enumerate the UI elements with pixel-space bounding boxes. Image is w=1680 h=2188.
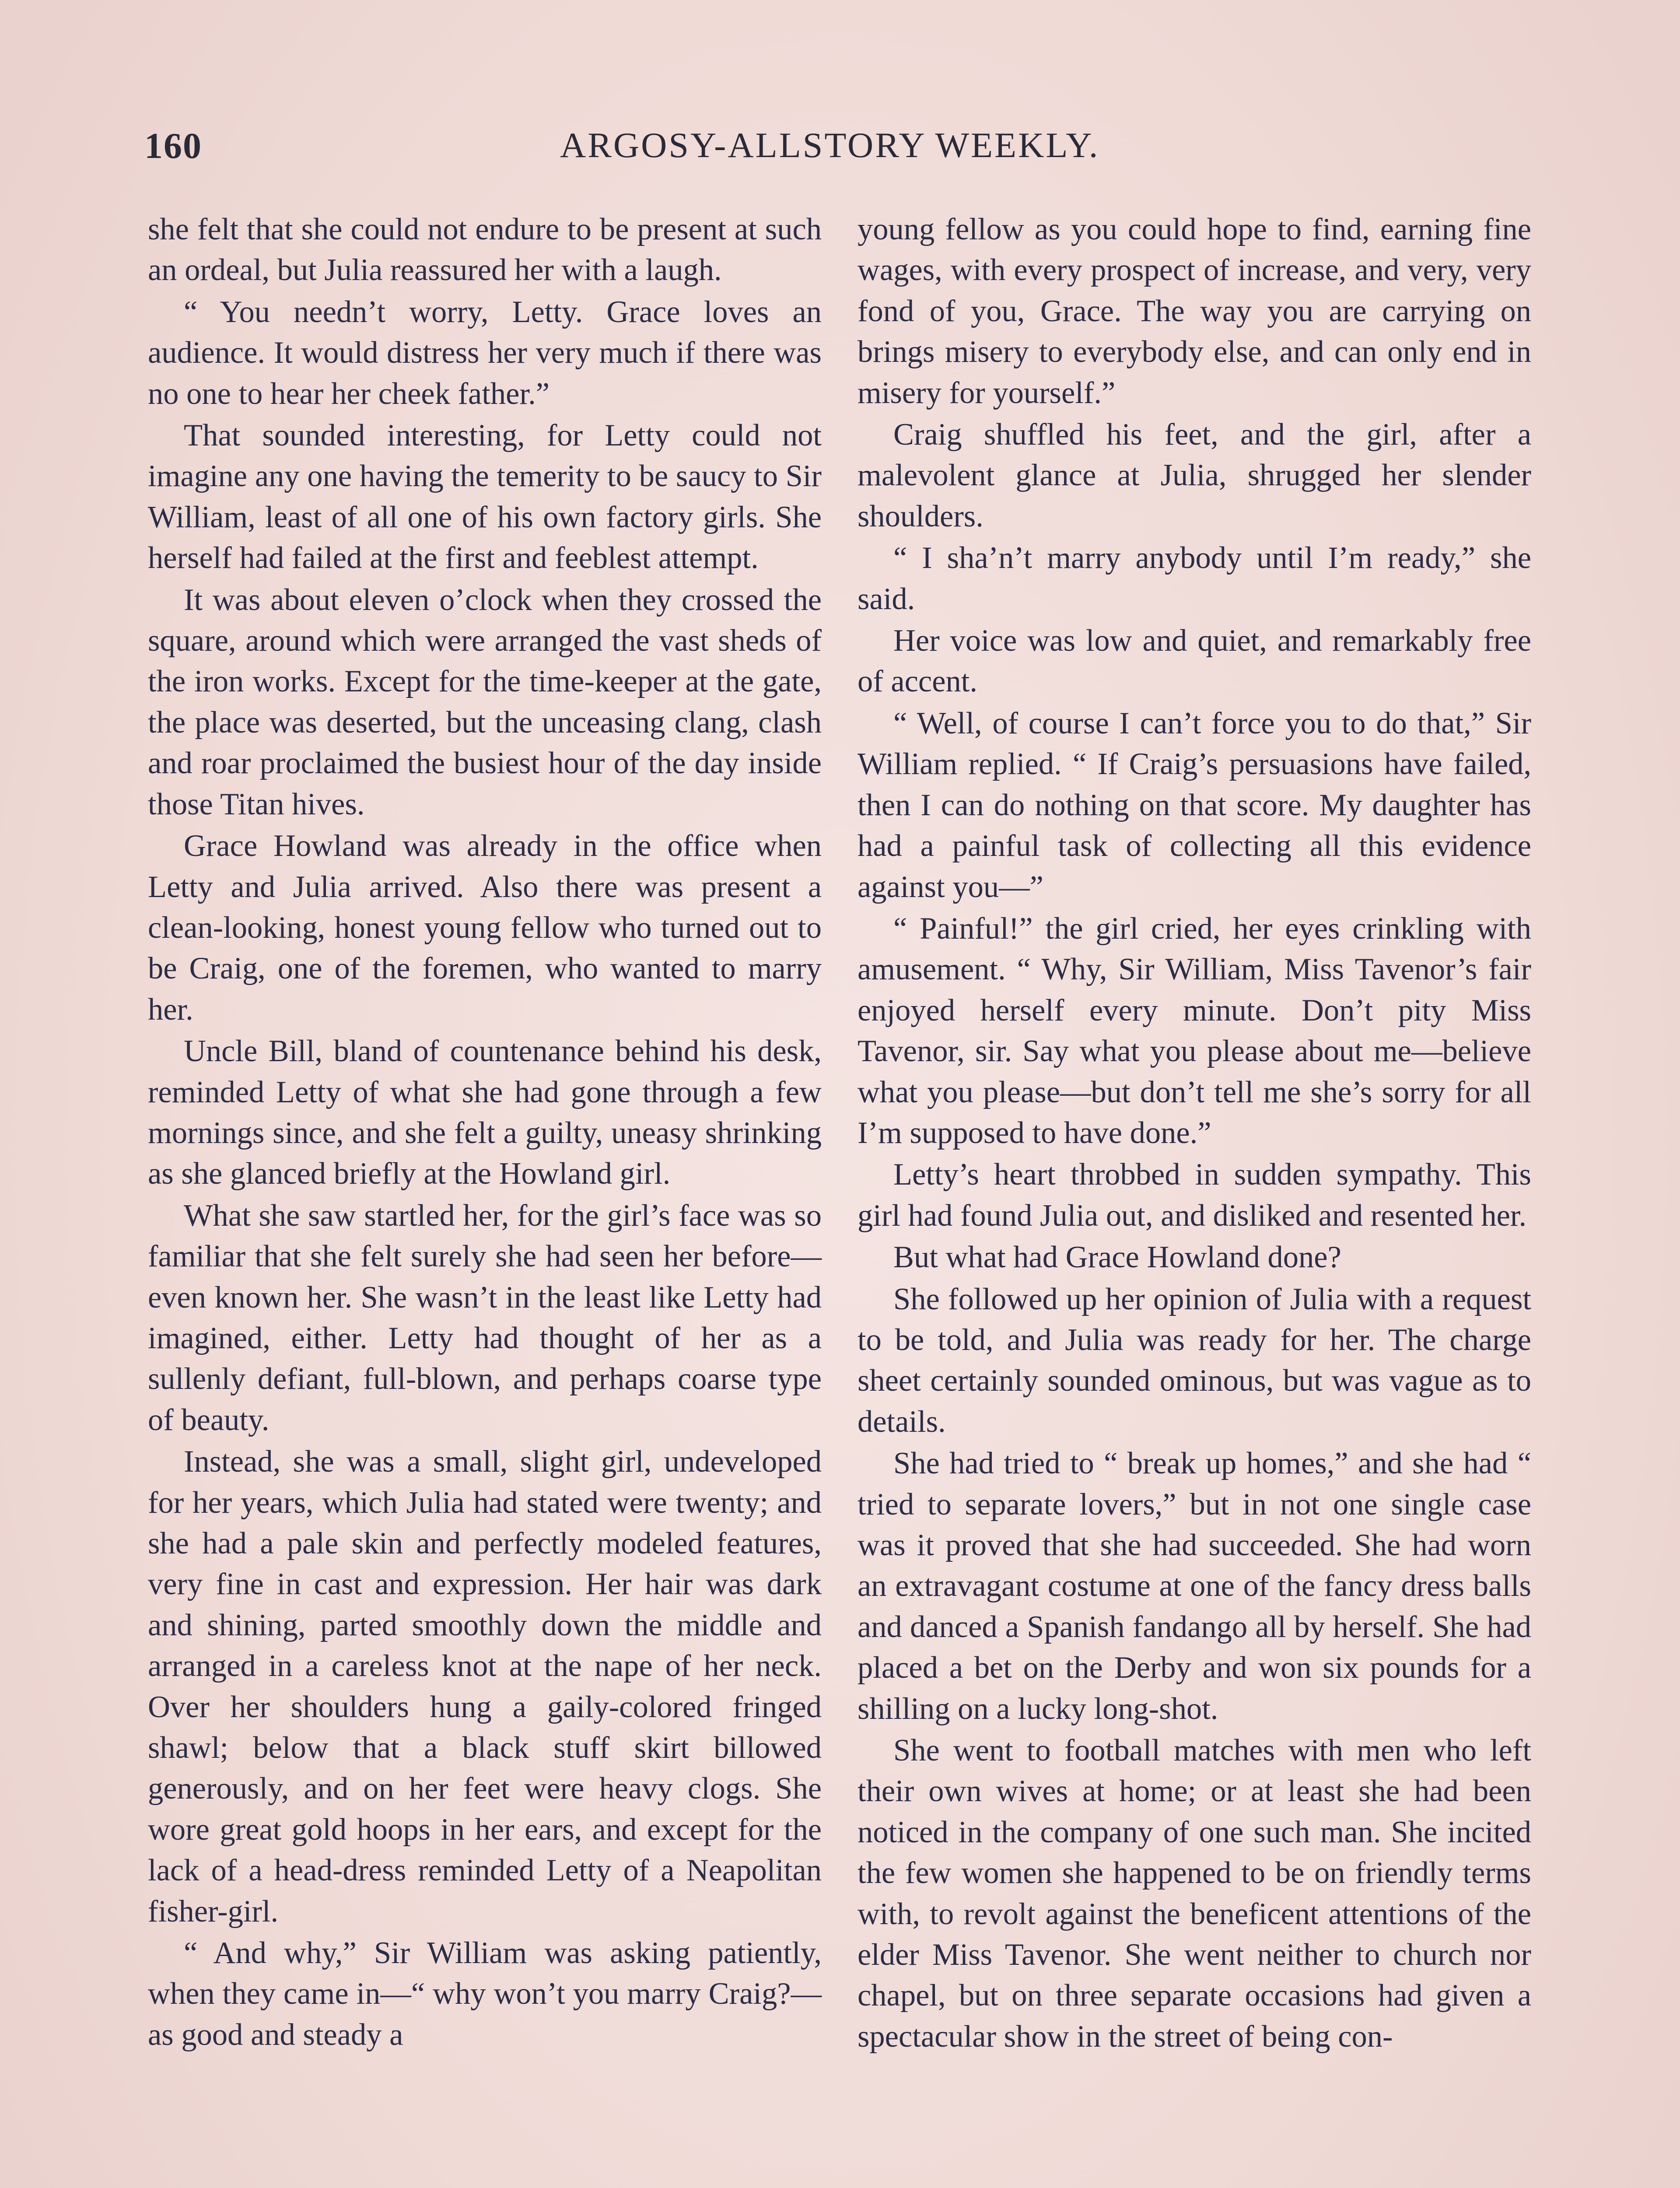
paragraph: Uncle Bill, bland of countenance behind his desk, reminded Letty of what she had gone through a few mornings since, and she felt a guilty, uneasy shrinking as she glanced briefly at the Howland girl. [148,1034,822,1191]
paragraph: “ You needn’t worry, Letty. Grace loves an audience. It would distress her very much if there was no one to hear her cheek father.” [148,295,822,411]
paragraph: young fellow as you could hope to find, earning fine wages, with every prospect of increase, and very, very fond of you, Grace. The way you are carrying on brings misery to everybody else, and can only end in misery for yourself.” [858,212,1531,410]
paragraph: Grace Howland was already in the office when Letty and Julia arrived. Also there was present a clean-looking, honest young fellow who turned out to be Craig, one of the foremen, who wanted to marry her. [148,829,822,1027]
paragraph: “ Painful!” the girl cried, her eyes crinkling with amusement. “ Why, Sir William, Miss Tavenor’s fair enjoyed herself every minute. Don’t pity Miss Tavenor, sir. Say what you please about me—believe what you please—but don’t tell me she’s sorry for all I’m supposed to have done.” [858,911,1531,1150]
page-number: 160 [144,126,202,166]
paragraph: “ Well, of course I can’t force you to do that,” Sir William replied. “ If Craig’s persuasions have failed, then I can do nothing on that score. My daughter has had a painful task of collecting all this evidence against you—” [858,706,1531,904]
page-header [144,125,1544,177]
paragraph: Her voice was low and quiet, and remarkably free of accent. [858,624,1531,699]
paragraph: She went to football matches with men who left their own wives at home; or at least she had been noticed in the company of one such man. She incited the few women she happened to be on friendly terms with, to revolt against the beneficent attentions of the elder Miss Tavenor. She went neither to church nor chapel, but on three separate occasions had given a spectacular show in the street of being con- [858,1733,1531,2054]
paragraph: Instead, she was a small, slight girl, undeveloped for her years, which Julia had stated were twenty; and she had a pale skin and perfectly modeled features, very fine in cast and expression. Her hair was dark and shining, parted smoothly down the middle and arranged in a careless knot at the nape of her neck. Over her shoulders hung a gaily-colored fringed shawl; below that a black stuff skirt billowed generously, and on her feet were heavy clogs. She wore great gold hoops in her ears, and except for the lack of a head-dress reminded Letty of a Neapolitan fisher-girl. [148,1445,822,1929]
paragraph: Craig shuffled his feet, and the girl, after a malevolent glance at Julia, shrugged her slender shoulders. [858,417,1531,533]
paragraph: “ I sha’n’t marry anybody until I’m ready,” she said. [858,541,1531,616]
paragraph: She followed up her opinion of Julia with a request to be told, and Julia was ready for her. The charge sheet certainly sounded ominous, but was vague as to details. [858,1282,1531,1439]
left-column [148,209,822,2055]
paragraph: What she saw startled her, for the girl’s face was so familiar that she felt surely she had seen her before—even known her. She wasn’t in the least like Letty had imagined, either. Letty had thought of her as a sullenly defiant, full-blown, and perhaps coarse type of beauty. [148,1198,822,1437]
running-title: ARGOSY-ALLSTORY WEEKLY. [560,125,1100,165]
paragraph: She had tried to “ break up homes,” and she had “ tried to separate lovers,” but in not one single case was it proved that she had succeeded. She had worn an extravagant costume at one of the fancy dress balls and danced a Spanish fandango all by herself. She had placed a bet on the Derby and won six pounds for a shilling on a lucky long-shot. [858,1446,1531,1726]
paragraph: It was about eleven o’clock when they crossed the square, around which were arranged the vast sheds of the iron works. Except for the time-keeper at the gate, the place was deserted, but the unceasing clang, clash and roar proclaimed the busiest hour of the day inside those Titan hives. [148,582,822,821]
paragraph: “ And why,” Sir William was asking patiently, when they came in—“ why won’t you marry Craig?—as good and steady a [148,1936,822,2052]
right-column [858,209,1531,2057]
paragraph: But what had Grace Howland done? [893,1240,1341,1275]
paragraph: she felt that she could not endure to be present at such an ordeal, but Julia reassured her with a laugh. [148,212,822,288]
paragraph: Letty’s heart throbbed in sudden sympathy. This girl had found Julia out, and disliked and resented her. [858,1157,1531,1233]
paragraph: That sounded interesting, for Letty could not imagine any one having the temerity to be saucy to Sir William, least of all one of his own factory girls. She herself had failed at the first and feeblest attempt. [148,418,822,575]
